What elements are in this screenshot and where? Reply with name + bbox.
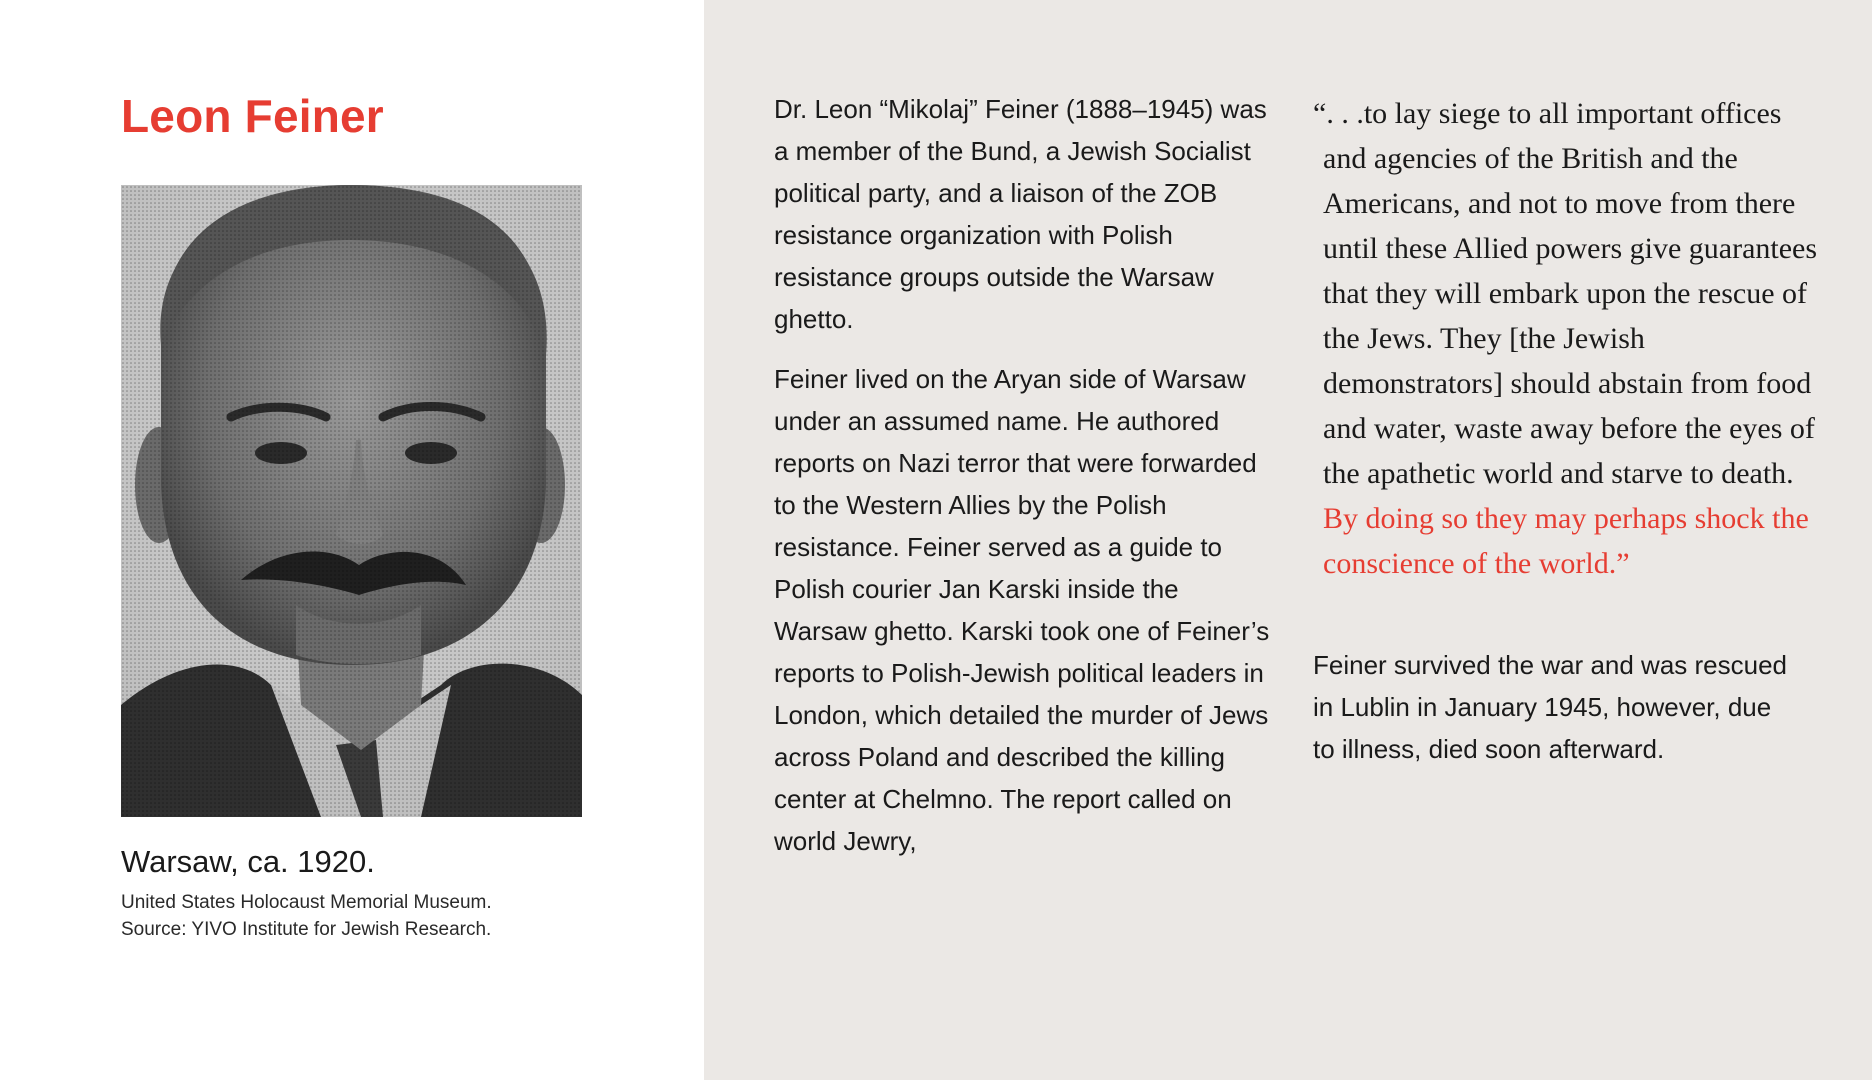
bio-paragraph-3: Feiner survived the war and was rescued in Lublin in January 1945, however, due to illness, died soon afterward.: [1313, 650, 1788, 764]
bio-paragraph-1: Dr. Leon “Mikolaj” Feiner (1888–1945) was a member of the Bund, a Jewish Socialist political party, and a liaison of the ZOB resistance organization with Polish resistance groups outside the Warsaw ghetto.: [774, 94, 1267, 334]
quote-highlight: By doing so they may perhaps shock the conscience of the world.”: [1323, 502, 1809, 580]
page-title: Leon Feiner: [121, 90, 384, 142]
bio-paragraph-2: Feiner lived on the Aryan side of Warsaw under an assumed name. He authored reports on Nazi terror that were forwarded to the Western Allies by the Polish resistance. Feiner served as a guide to Polish courier Jan Karski inside the Warsaw ghetto. Karski took one of Feiner’s reports to Polish-Jewish political leaders in London, which detailed the murder of Jews across Poland and described the killing center at Chelmno. The report called on world Jewry,: [774, 364, 1270, 856]
photo-credit-source: Source: YIVO Institute for Jewish Research.: [121, 919, 492, 940]
portrait-photo: [121, 185, 582, 817]
quote-text: “. . .to lay siege to all important offices and agencies of the British and the Americans, and not to move from there until these Allied powers give guarantees that they will embark upon the rescue of the Jews. They [the Jewish demonstrators] should abstain from food and water, waste away before the eyes of the apathetic world and starve to death.: [1313, 97, 1818, 490]
photo-credit-museum: United States Holocaust Memorial Museum.: [121, 892, 492, 913]
photo-credit: [121, 889, 641, 943]
quote-block: [1313, 91, 1823, 586]
photo-caption: Warsaw, ca. 1920.: [121, 844, 375, 879]
body-column-1: [774, 88, 1274, 880]
